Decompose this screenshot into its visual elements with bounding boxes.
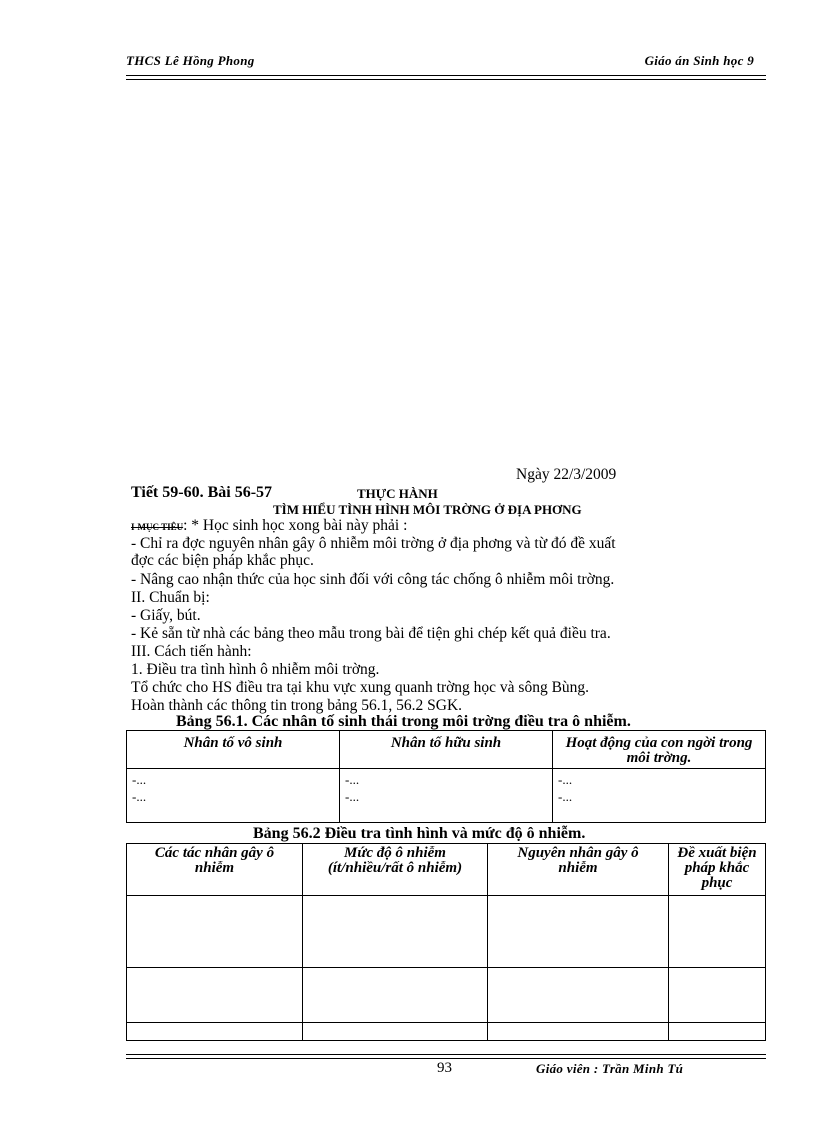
table2-header-cell: Nguyên nhân gây ô nhiễm bbox=[488, 844, 669, 896]
table1-cell: -... -... bbox=[340, 769, 553, 823]
objectives-label: I-MỤC TIÊU bbox=[131, 522, 184, 532]
preparation-item-1: - Giấy, bút. bbox=[131, 607, 201, 624]
objective-line-1: - Chỉ ra đợc nguyên nhân gây ô nhiễm môi trờng ở địa phơng và từ đó đề xuất bbox=[131, 535, 616, 552]
table2-row bbox=[127, 968, 766, 1023]
table2-row bbox=[127, 1023, 766, 1041]
objective-line-2: - Nâng cao nhận thức của học sinh đối với công tác chống ô nhiễm môi trờng. bbox=[131, 571, 615, 588]
footer-rule-thin bbox=[126, 1058, 766, 1059]
table-56-1 bbox=[126, 730, 766, 823]
header-rule bbox=[126, 75, 766, 76]
procedure-step-1: 1. Điều tra tình hình ô nhiễm môi trờng. bbox=[131, 661, 380, 678]
procedure-line-2: Hoàn thành các thông tin trong bảng 56.1, 56.2 SGK. bbox=[131, 697, 463, 714]
footer-rule bbox=[126, 1054, 766, 1055]
lesson-number: Tiết 59-60. Bài 56-57 bbox=[131, 484, 273, 501]
preparation-heading: II. Chuẩn bị: bbox=[131, 589, 210, 606]
table1-header-cell: Hoạt động của con ngời trong môi trờng. bbox=[553, 731, 766, 769]
objective-line-1b: đợc các biện pháp khắc phục. bbox=[131, 552, 314, 569]
objectives-intro: : * Học sinh học xong bài này phải : bbox=[183, 517, 408, 534]
table1-header-cell: Nhân tố vô sinh bbox=[127, 731, 340, 769]
table1-cell: -... -... bbox=[127, 769, 340, 823]
procedure-heading: III. Cách tiến hành: bbox=[131, 643, 252, 660]
lesson-type: THỰC HÀNH bbox=[357, 486, 438, 501]
table2-header-cell: Mức độ ô nhiễm (ít/nhiều/rất ô nhiễm) bbox=[303, 844, 488, 896]
table1-header-cell: Nhân tố hữu sinh bbox=[340, 731, 553, 769]
table-56-2 bbox=[126, 843, 766, 1041]
header-rule-thin bbox=[126, 79, 766, 80]
footer-teacher: Giáo viên : Trần Minh Tú bbox=[536, 1061, 684, 1076]
lesson-date: Ngày 22/3/2009 bbox=[516, 466, 617, 483]
lesson-title: TÌM HIỂU TÌNH HÌNH MÔI TRỜNG Ở ĐỊA PHƠNG bbox=[273, 502, 582, 517]
table2-caption: Bảng 56.2 Điều tra tình hình và mức độ ô nhiễm. bbox=[253, 825, 586, 842]
header-subject: Giáo án Sinh học 9 bbox=[644, 53, 754, 68]
table1-caption: Bảng 56.1. Các nhân tố sinh thái trong môi trờng điều tra ô nhiễm. bbox=[176, 713, 631, 730]
table2-row bbox=[127, 896, 766, 968]
table1-header-row bbox=[127, 731, 766, 769]
table1-cell: -... -... bbox=[553, 769, 766, 823]
preparation-item-2: - Kẻ sẵn từ nhà các bảng theo mẫu trong bài để tiện ghi chép kết quả điều tra. bbox=[131, 625, 611, 642]
table1-data-row bbox=[127, 769, 766, 823]
procedure-line-1: Tổ chức cho HS điều tra tại khu vực xung quanh trờng học và sông Bùng. bbox=[131, 679, 590, 696]
table2-header-cell: Đề xuất biện pháp khắc phục bbox=[669, 844, 766, 896]
table2-header-row bbox=[127, 844, 766, 896]
header-school: THCS Lê Hồng Phong bbox=[126, 53, 255, 68]
page-number: 93 bbox=[437, 1060, 452, 1076]
table2-header-cell: Các tác nhân gây ô nhiễm bbox=[127, 844, 303, 896]
